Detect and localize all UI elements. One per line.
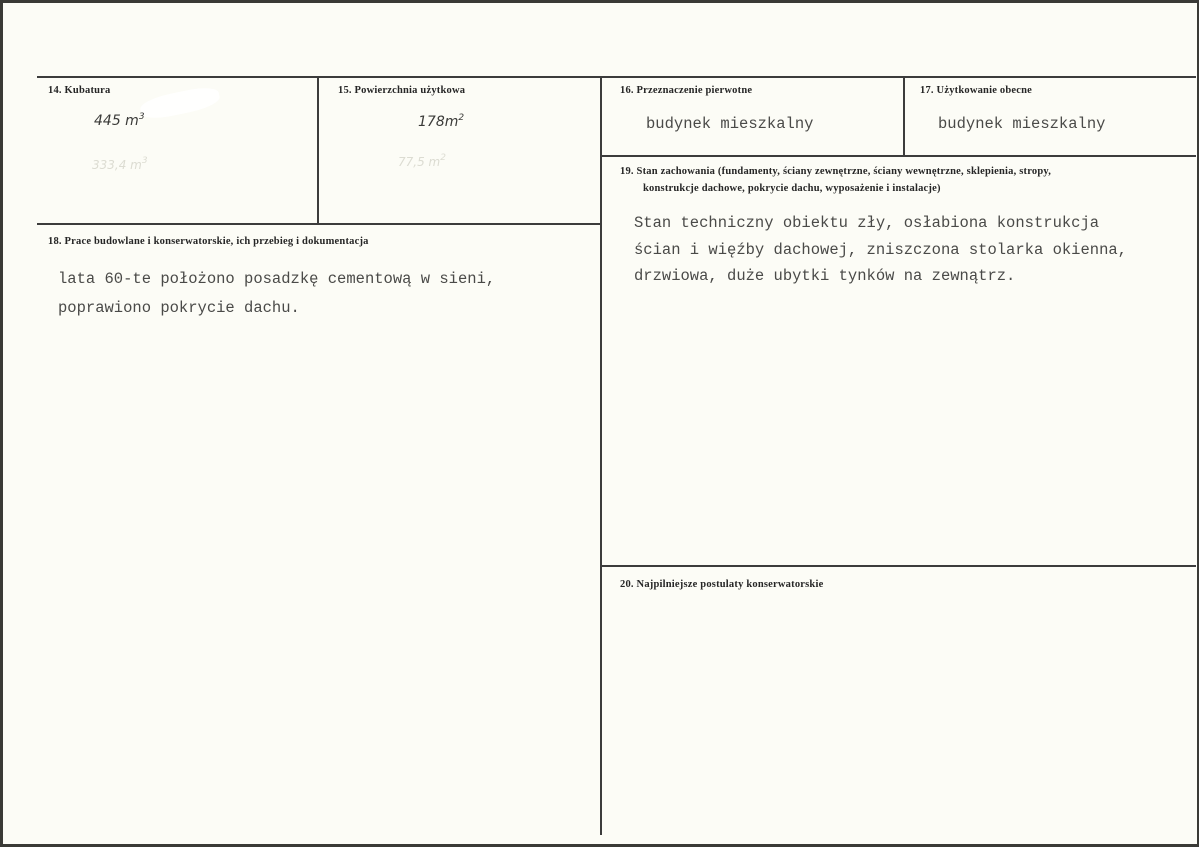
form-divider-14-15 <box>317 76 319 224</box>
form-divider-16-17 <box>903 76 905 156</box>
field-20-label: 20. Najpilniejsze postulaty konserwatorskie <box>620 579 824 590</box>
field-15-erased-number: 77,5 m <box>398 155 441 169</box>
field-14-value <box>94 112 145 129</box>
field-14-value-unit-exponent: 3 <box>138 112 145 122</box>
field-15-value <box>418 113 464 130</box>
field-17-value: budynek mieszkalny <box>938 115 1106 133</box>
field-14-label: 14. Kubatura <box>48 85 111 96</box>
form-rule-top <box>37 76 1196 78</box>
field-14-erased-number: 333,4 m <box>92 158 142 172</box>
field-14-value-number: 445 m <box>94 113 139 129</box>
form-rule-under-14-15 <box>37 223 602 225</box>
field-15-label: 15. Powierzchnia użytkowa <box>338 85 466 96</box>
field-15-value-number: 178m <box>418 114 459 130</box>
field-19-line-2: ścian i więźby dachowej, zniszczona stolarka okienna, <box>634 241 1127 259</box>
field-14-erased-exponent: 3 <box>141 156 148 166</box>
page-edge-left <box>0 0 3 847</box>
page-edge-top <box>0 0 1199 3</box>
field-18-label: 18. Prace budowlane i konserwatorskie, ich przebieg i dokumentacja <box>48 236 369 247</box>
field-19-label-line-1: 19. Stan zachowania (fundamenty, ściany zewnętrzne, ściany wewnętrzne, sklepienia, stropy, <box>620 166 1052 177</box>
form-divider-left-right <box>600 76 602 835</box>
form-rule-under-16-17 <box>601 155 1196 157</box>
field-16-value: budynek mieszkalny <box>646 115 814 133</box>
field-15-value-unit-exponent: 2 <box>458 113 465 123</box>
field-15-erased-exponent: 2 <box>440 153 446 163</box>
field-14-erased-value <box>92 156 148 172</box>
field-19-label-line-2: konstrukcje dachowe, pokrycie dachu, wyposażenie i instalacje) <box>643 183 941 194</box>
field-19-line-1: Stan techniczny obiektu zły, osłabiona konstrukcja <box>634 214 1100 232</box>
field-16-label: 16. Przeznaczenie pierwotne <box>620 85 753 96</box>
field-17-label: 17. Użytkowanie obecne <box>920 85 1033 96</box>
field-15-erased-value <box>398 153 446 169</box>
field-18-line-2: poprawiono pokrycie dachu. <box>58 299 300 317</box>
correction-fluid-mark <box>139 84 222 122</box>
form-rule-above-20 <box>601 565 1196 567</box>
field-18-line-1: lata 60-te położono posadzkę cementową w sieni, <box>58 270 496 288</box>
field-19-line-3: drzwiowa, duże ubytki tynków na zewnątrz. <box>634 267 1016 285</box>
